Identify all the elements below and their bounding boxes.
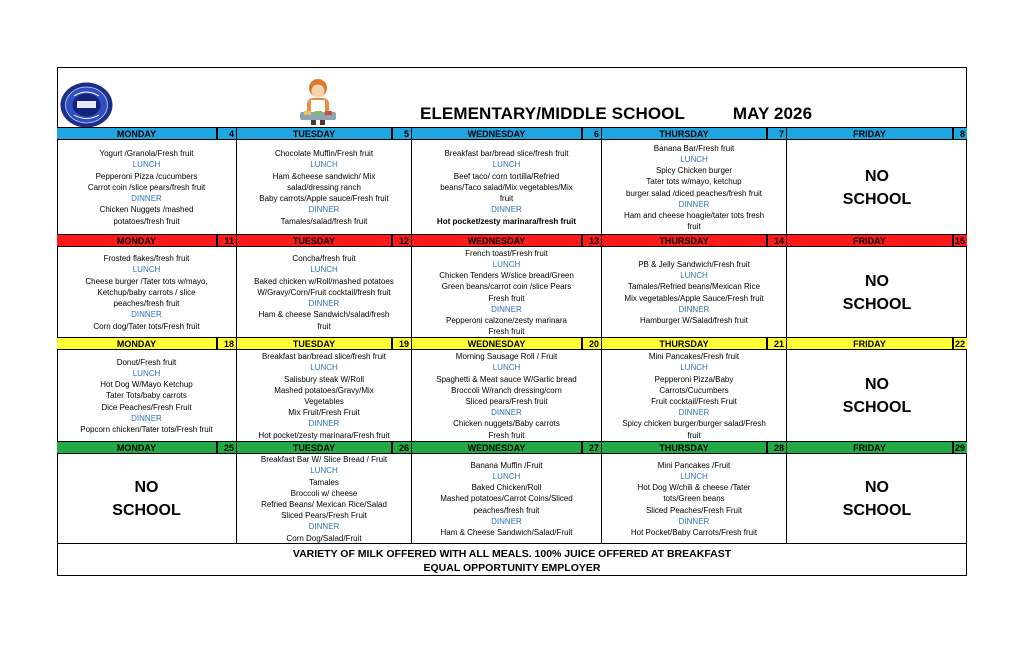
menu-item: peaches/fresh fruit (113, 299, 180, 309)
menu-item: Spaghetti & Meat sauce W/Garlic bread (436, 374, 577, 384)
menu-item: Popcorn chicken/Tater tots/Fresh fruit (80, 425, 213, 434)
menu-item: Fruit cocktail/Fresh Fruit (651, 397, 737, 406)
menu-item: Breakfast bar/bread slice/fresh fruit (444, 149, 569, 159)
no-school-label: SCHOOL (842, 295, 912, 313)
menu-item: Baked Chicken/Roll (471, 483, 542, 493)
meal-label: LUNCH (680, 154, 708, 164)
menu-item: Pepperoni calzone/zesty marinara (446, 315, 567, 325)
meal-label: LUNCH (132, 265, 161, 275)
menu-cell-tuesday (237, 140, 412, 235)
menu-cell-thursday (602, 454, 787, 544)
menu-item: Vegetables (304, 397, 344, 406)
date-number: 8 (953, 128, 967, 140)
menu-cell-friday (787, 350, 967, 442)
date-number: 13 (582, 235, 602, 247)
meal-label: DINNER (491, 516, 522, 526)
date-number: 29 (954, 443, 965, 453)
meal-label: LUNCH (680, 363, 708, 373)
menu-item: fruit (499, 194, 514, 204)
menu-item: Broccoli W/ranch dressing/corn (451, 385, 562, 395)
day-label-thursday: THURSDAY (602, 235, 767, 247)
menu-item: Beef taco/ corn tortilla/Refried (453, 171, 560, 181)
date-number: 12 (392, 235, 412, 247)
menu-item: Chicken nuggets/Baby carrots (453, 419, 560, 429)
week-menu-row (57, 453, 967, 544)
menu-item: Ketchup/baby carrots / slice (97, 287, 196, 297)
meal-label: LUNCH (310, 363, 338, 373)
meal-label: LUNCH (492, 160, 521, 170)
day-label-monday: MONDAY (57, 235, 217, 247)
menu-cell-monday (57, 140, 237, 235)
page-title: ELEMENTARY/MIDDLE SCHOOL MAY 2026 (420, 104, 813, 123)
day-label-wednesday: WEDNESDAY (412, 235, 582, 247)
menu-item: Salisbury steak W/Roll (283, 374, 365, 384)
menu-item: Spicy Chicken burger (655, 166, 733, 176)
menu-cell-thursday (602, 247, 787, 338)
menu-item: Concha/fresh fruit (292, 254, 356, 264)
menu-item: burger salad /diced peaches/fresh fruit (625, 188, 763, 198)
school-seal-icon (60, 82, 113, 128)
menu-item: Banana Muffin /Fruit (470, 460, 543, 470)
meal-label: LUNCH (680, 471, 708, 481)
menu-item: Green beans/carrot coin /slice Pears (441, 282, 572, 292)
menu-item: Cheese burger /Tater tots w/mayo, (85, 276, 208, 286)
week-header-band (57, 234, 967, 246)
menu-item: Tamales/salad/fresh fruit (280, 216, 368, 226)
no-school-label: SCHOOL (842, 190, 912, 208)
date-number: 11 (217, 235, 237, 247)
menu-item: Broccoli w/ cheese (290, 488, 358, 498)
menu-item: Hamburger W/Salad/fresh fruit (639, 315, 749, 325)
no-school-label: SCHOOL (112, 502, 181, 519)
menu-item: salad/dressing ranch (287, 182, 361, 192)
menu-item: Chicken Nuggets /mashed (99, 205, 194, 215)
date-number: 28 (767, 442, 787, 454)
menu-item: Pepperoni Pizza/Baby (654, 374, 734, 384)
menu-item: Sliced pears/Fresh fruit (465, 397, 548, 406)
menu-cell-friday (787, 454, 967, 544)
meal-label: DINNER (491, 304, 522, 314)
menu-item: Chocolate Muffin/Fresh fruit (274, 149, 374, 159)
date-number: 18 (217, 338, 237, 350)
menu-cell-wednesday (412, 454, 602, 544)
menu-item: Sliced Pears/Fresh Fruit (281, 511, 367, 521)
menu-item: Breakfast Bar W/ Slice Bread / Fruit (260, 455, 388, 465)
menu-cell-monday (57, 247, 237, 338)
meal-label: LUNCH (132, 160, 161, 170)
menu-item: Ham and cheese hoagie/tater tots fresh (623, 210, 765, 220)
menu-item: French toast/Fresh fruit (465, 248, 548, 258)
menu-item: Breakfast bar/bread slice/fresh fruit (261, 352, 387, 362)
meal-label: DINNER (131, 194, 162, 204)
menu-cell-thursday (602, 350, 787, 442)
menu-item: Corn Dog/Salad/Fruit (286, 533, 362, 543)
menu-item: Tater tots w/mayo, ketchup (646, 177, 742, 187)
meal-label: DINNER (308, 419, 340, 429)
menu-item: Spicy chicken burger/burger salad/Fresh (622, 419, 766, 429)
date-number: 14 (767, 235, 787, 247)
menu-item: Fresh fruit (488, 293, 525, 303)
no-school-label: SCHOOL (842, 399, 912, 416)
menu-item: Fresh fruit (488, 430, 525, 440)
meal-label: DINNER (678, 304, 710, 314)
menu-item: Donut/Fresh fruit (116, 357, 177, 367)
day-label-friday: FRIDAY (787, 128, 953, 140)
meal-label: DINNER (308, 205, 340, 215)
menu-item: W/Gravy/Corn/Fruit cocktail/fresh fruit (257, 287, 391, 297)
meal-label: DINNER (678, 199, 710, 209)
menu-cell-monday (57, 350, 237, 442)
date-number: 21 (767, 338, 787, 350)
no-school-label: SCHOOL (842, 502, 912, 519)
date-number: 22 (954, 339, 965, 349)
footer-equal-opportunity: EQUAL OPPORTUNITY EMPLOYER (423, 562, 601, 574)
menu-item: Fresh fruit (488, 327, 525, 337)
week-menu-row (57, 139, 967, 235)
menu-item: Mini Pancakes/Fresh fruit (648, 352, 740, 362)
day-label-monday: MONDAY (57, 338, 217, 350)
day-label-tuesday: TUESDAY (237, 338, 392, 350)
day-label-wednesday: WEDNESDAY (412, 338, 582, 350)
no-school-label: NO (865, 167, 889, 185)
menu-cell-wednesday (412, 350, 602, 442)
meal-label: DINNER (678, 516, 710, 526)
menu-cell-tuesday (237, 350, 412, 442)
date-number: 26 (392, 442, 412, 454)
menu-cell-friday (787, 140, 967, 235)
footer-milk-juice-note: VARIETY OF MILK OFFERED WITH ALL MEALS. 100% JUICE OFFERED AT BREAKFAST (292, 548, 732, 560)
menu-item: Baby carrots/Apple sauce/Fresh fruit (259, 194, 389, 204)
no-school-label: NO (865, 479, 889, 496)
date-number: 4 (217, 128, 237, 140)
menu-item: Mix Fruit/Fresh Fruit (288, 408, 360, 418)
no-school-label: NO (865, 272, 889, 290)
meal-label: DINNER (678, 408, 710, 418)
week-menu-row (57, 349, 967, 442)
date-number: 19 (392, 338, 412, 350)
menu-cell-tuesday (237, 247, 412, 338)
week-header-band (57, 127, 967, 139)
menu-item: potatoes/fresh fruit (113, 216, 180, 226)
menu-item: Mashed potatoes/Gravy/Mix (274, 385, 374, 395)
menu-item: Mini Pancakes /Fruit (657, 460, 731, 470)
date-number: 15 (954, 236, 965, 246)
menu-item: fruit (317, 321, 331, 331)
menu-item: tots/Green beans (663, 494, 725, 504)
no-school-label: NO (865, 376, 889, 393)
meal-label: LUNCH (310, 466, 338, 476)
menu-item: PB & Jelly Sandwich/Fresh fruit (638, 259, 750, 269)
menu-item: Refried Beans/ Mexican Rice/Salad (261, 500, 387, 509)
menu-item: Baked chicken w/Roll/mashed potatoes (254, 276, 394, 286)
menu-item: Tamales/Refried beans/Mexican Rice (627, 282, 761, 292)
footer-notes (57, 543, 967, 576)
menu-cell-friday (787, 247, 967, 338)
date-number: 7 (767, 128, 787, 140)
menu-item: Mix vegetables/Apple Sauce/Fresh fruit (624, 293, 764, 303)
menu-item: Sliced Peaches/Fresh Fruit (645, 505, 743, 515)
meal-label: LUNCH (492, 471, 521, 481)
day-label-tuesday: TUESDAY (237, 128, 392, 140)
day-label-thursday: THURSDAY (602, 128, 767, 140)
day-label-monday: MONDAY (57, 128, 217, 140)
meal-label: LUNCH (132, 368, 161, 378)
date-number: 20 (582, 338, 602, 350)
menu-item: Chicken Tenders W/slice bread/Green (439, 271, 574, 281)
day-label-thursday: THURSDAY (602, 338, 767, 350)
menu-item: Hot pocket/zesty marinara/fresh fruit (436, 216, 577, 226)
date-number: 5 (392, 128, 412, 140)
menu-item: Dice Peaches/Fresh Fruit (101, 402, 192, 412)
menu-item: Yogurt /Granola/Fresh fruit (99, 149, 194, 159)
menu-cell-monday (57, 454, 237, 544)
menu-cell-wednesday (412, 247, 602, 338)
day-label-friday: FRIDAY (787, 235, 953, 247)
meal-label: LUNCH (310, 265, 338, 275)
menu-item: Tater Tots/baby carrots (106, 391, 187, 401)
date-number: 6 (582, 128, 602, 140)
menu-cell-tuesday (237, 454, 412, 544)
menu-cell-thursday (602, 140, 787, 235)
meal-label: DINNER (491, 408, 522, 418)
menu-item: Hot Dog W/chili & cheese /Tater (637, 483, 751, 493)
day-label-tuesday: TUESDAY (237, 235, 392, 247)
menu-item: beans/Taco salad/Mix vegetables/Mix (440, 182, 573, 192)
day-label-friday: FRIDAY (787, 442, 953, 454)
week-menu-row (57, 246, 967, 338)
menu-item: Mashed potatoes/Carrot Coins/Sliced (440, 494, 573, 504)
menu-item: Carrot coin /slice pears/fresh fruit (87, 182, 206, 192)
menu-item: Carrots/Cucumbers (659, 385, 729, 395)
no-school-label: NO (134, 479, 159, 496)
menu-item: Hot Pocket/Baby Carrots/Fresh fruit (630, 528, 758, 537)
day-label-monday: MONDAY (57, 442, 217, 454)
day-label-wednesday: WEDNESDAY (412, 442, 582, 454)
week-header-band (57, 337, 967, 349)
date-number: 25 (217, 442, 237, 454)
menu-item: fruit (687, 430, 701, 440)
day-label-thursday: THURSDAY (602, 442, 767, 454)
menu-item: Ham &cheese sandwich/ Mix (272, 171, 376, 181)
menu-item: Tamales (309, 477, 339, 487)
menu-item: peaches/fresh fruit (473, 505, 540, 515)
day-label-friday: FRIDAY (787, 338, 953, 350)
meal-label: LUNCH (492, 259, 521, 269)
menu-item: Hot pocket/zesty marinara/Fresh fruit (258, 430, 390, 440)
menu-item: Pepperoni Pizza /cucumbers (95, 171, 198, 181)
menu-cell-wednesday (412, 140, 602, 235)
meal-label: DINNER (131, 310, 162, 320)
menu-item: Frosted flakes/fresh fruit (103, 254, 190, 264)
meal-label: LUNCH (680, 271, 708, 281)
menu-item: Corn dog/Tater tots/Fresh fruit (93, 321, 200, 331)
menu-item: Ham & Cheese Sandwich/Salad/Fruit (440, 528, 573, 537)
day-label-wednesday: WEDNESDAY (412, 128, 582, 140)
menu-item: fruit (687, 222, 701, 232)
day-label-tuesday: TUESDAY (237, 442, 392, 454)
lunch-lady-icon (296, 78, 340, 126)
meal-label: DINNER (308, 299, 340, 309)
week-header-band (57, 441, 967, 453)
menu-item: Morning Sausage Roll / Fruit (455, 352, 558, 362)
meal-label: LUNCH (310, 160, 338, 170)
menu-item: Ham & cheese Sandwich/salad/fresh (258, 310, 390, 320)
meal-label: DINNER (308, 522, 340, 532)
menu-item: Hot Dog W/Mayo Ketchup (100, 380, 193, 390)
date-number: 27 (582, 442, 602, 454)
meal-label: DINNER (131, 413, 162, 423)
menu-item: Banana Bar/Fresh fruit (653, 143, 735, 153)
meal-label: LUNCH (492, 363, 521, 373)
meal-label: DINNER (491, 205, 522, 215)
